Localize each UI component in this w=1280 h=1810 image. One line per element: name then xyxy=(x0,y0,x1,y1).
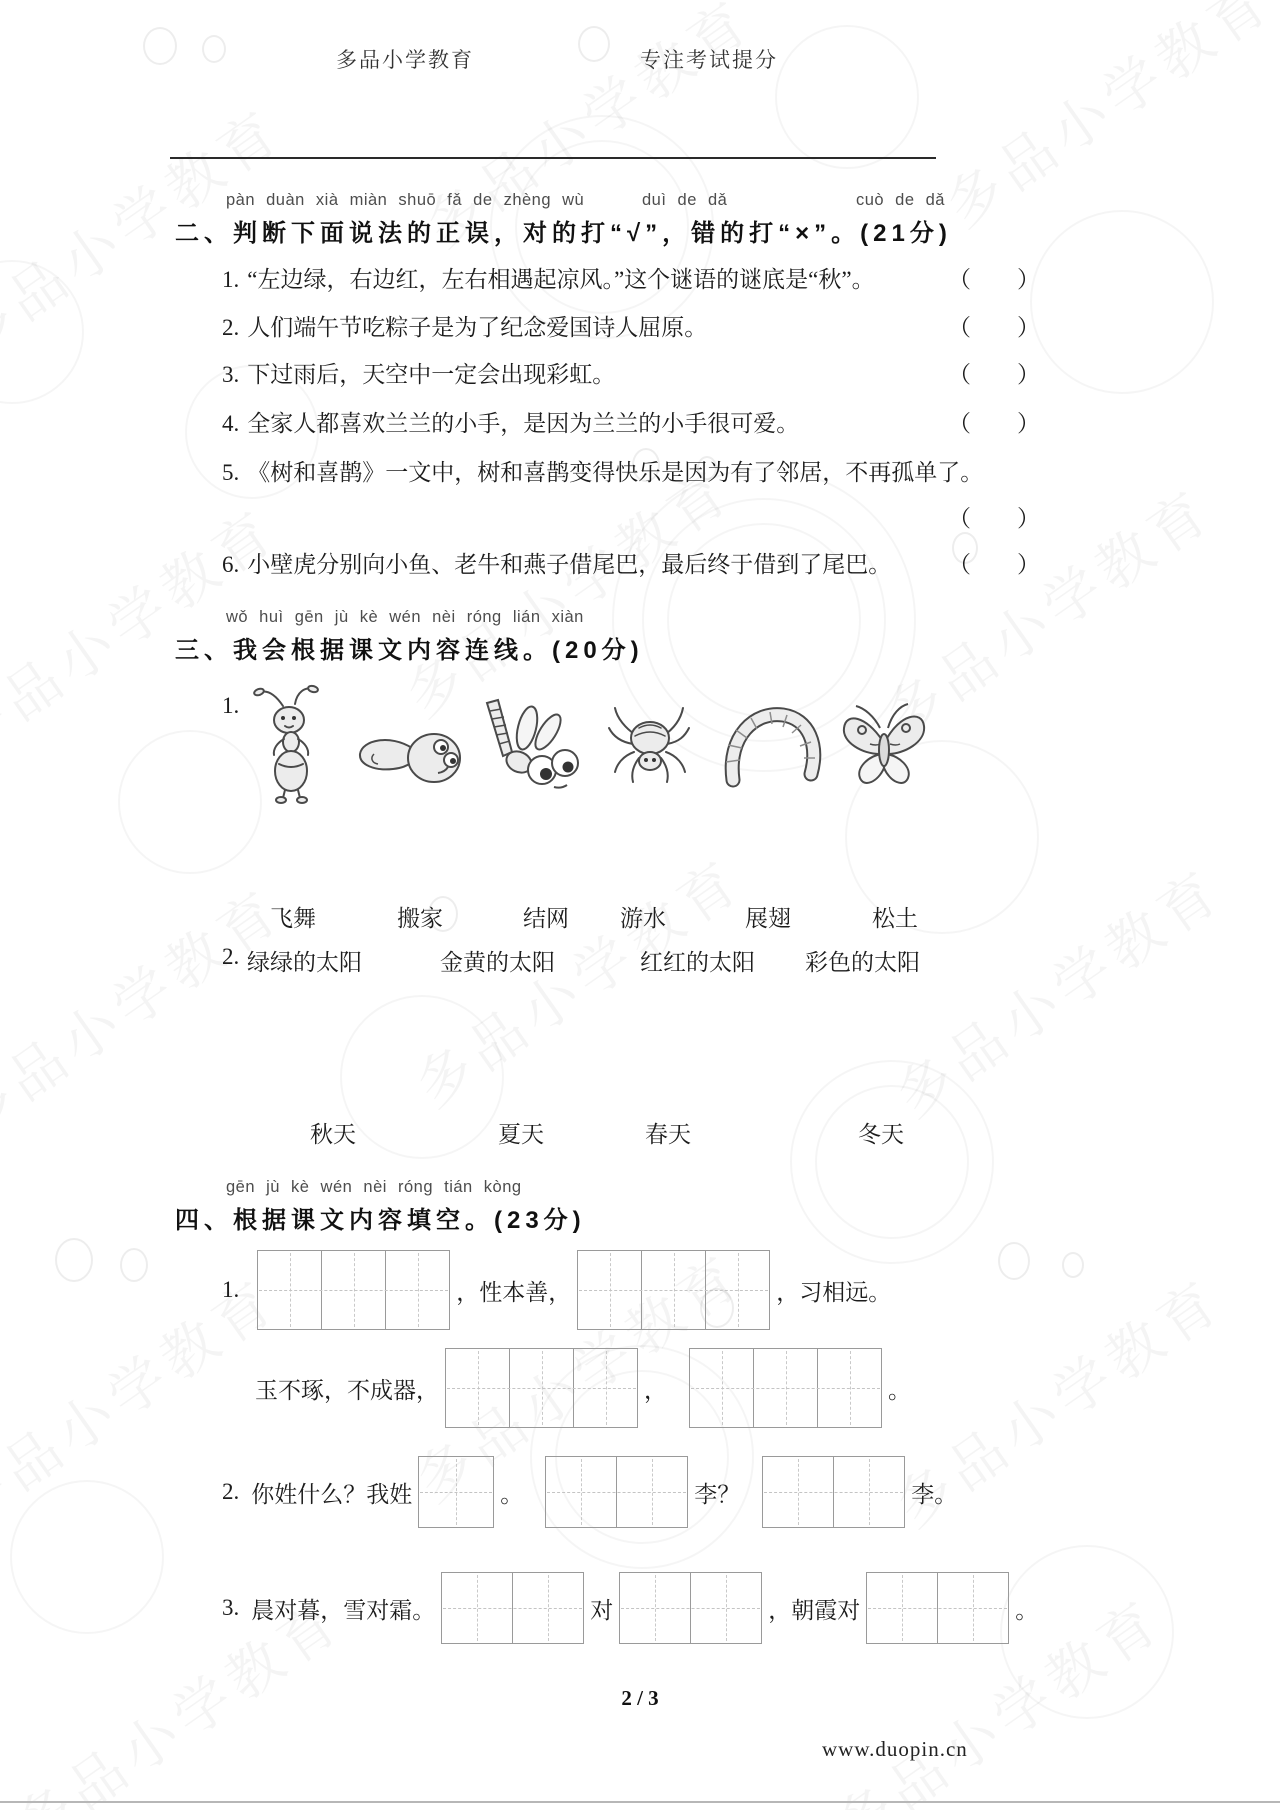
fill-text: ， xyxy=(644,1377,667,1403)
watermark-text xyxy=(397,837,757,1123)
section2-pinyin-main: pàn duàn xià miàn shuō fǎ de zhèng wù xyxy=(226,191,585,209)
question-text: 《树和喜鹊》一文中，树和喜鹊变得快乐是因为有了邻居，不再孤单了。 xyxy=(247,460,984,485)
writing-grid xyxy=(445,1348,638,1428)
fill-row xyxy=(255,1348,911,1428)
writing-grid xyxy=(619,1572,762,1644)
circle-mark xyxy=(998,1242,1030,1280)
writing-grid xyxy=(418,1456,494,1528)
sun-phrase: 红红的太阳 xyxy=(640,950,755,975)
page-number: 2 / 3 xyxy=(621,1686,659,1710)
fill-text: 你姓什么？我姓 xyxy=(251,1481,413,1507)
section4-pinyin: gēn jù kè wén nèi róng tián kòng xyxy=(226,1178,522,1196)
site-url: www.duopin.cn xyxy=(822,1737,968,1761)
watermark-ring xyxy=(815,1085,969,1239)
question-number: 1. xyxy=(222,267,240,292)
circle-mark xyxy=(55,1238,93,1282)
season-word: 春天 xyxy=(645,1122,691,1147)
section2-pinyin-cuo: cuò de dǎ xyxy=(856,191,945,209)
writing-grid xyxy=(689,1348,882,1428)
watermark-ring xyxy=(0,260,84,404)
earthworm-image xyxy=(720,700,824,792)
writing-grid xyxy=(545,1456,688,1528)
question-number: 3. xyxy=(222,362,240,387)
ant-image xyxy=(252,684,330,806)
question-number: 5. xyxy=(222,460,240,485)
spider-image xyxy=(606,700,694,792)
watermark-ring xyxy=(10,1480,164,1634)
writing-grid xyxy=(762,1456,905,1528)
fill-text: ，性本善， xyxy=(456,1279,572,1305)
section2-title: 二、判断下面说法的正误，对的打“√”，错的打“×”。(21分) xyxy=(175,220,952,247)
sun-phrase: 绿绿的太阳 xyxy=(247,950,362,975)
fill-text: 。 xyxy=(888,1377,911,1403)
circle-mark xyxy=(120,1248,148,1282)
header-divider xyxy=(170,157,936,159)
dragonfly-image xyxy=(475,698,583,800)
question-text: “左边绿，右边红，左右相遇起凉风。”这个谜语的谜底是“秋”。 xyxy=(247,267,875,292)
question-row xyxy=(222,261,875,294)
item1-number: 1. xyxy=(222,693,240,718)
question-number: 4. xyxy=(222,411,240,436)
fill-text: 晨对暮，雪对霜。 xyxy=(251,1597,436,1623)
action-word: 展翅 xyxy=(745,906,791,931)
question-row xyxy=(222,309,707,342)
season-word: 冬天 xyxy=(858,1122,904,1147)
question-number: 1. xyxy=(222,1277,240,1302)
watermark-text xyxy=(877,847,1237,1133)
writing-grid xyxy=(866,1572,1009,1644)
watermark-ring xyxy=(1030,210,1214,394)
watermark-ring xyxy=(118,730,262,874)
bottom-divider xyxy=(0,1801,1280,1803)
action-word: 松土 xyxy=(872,906,918,931)
watermark-ring xyxy=(790,1060,994,1264)
section4-title: 四、根据课文内容填空。(23分) xyxy=(175,1207,586,1234)
circle-mark xyxy=(202,35,226,63)
answer-parentheses: （ ） xyxy=(948,552,1040,577)
question-number: 6. xyxy=(222,552,240,577)
section2-pinyin-dui: duì de dǎ xyxy=(642,191,728,209)
writing-grid xyxy=(257,1250,450,1330)
question-number: 2. xyxy=(222,1479,240,1504)
circle-mark xyxy=(143,27,177,65)
section3-title: 三、我会根据课文内容连线。(20分) xyxy=(175,637,644,664)
watermark-ring xyxy=(340,995,504,1159)
fill-text: 。 xyxy=(1015,1597,1039,1623)
fill-text: ，习相远。 xyxy=(776,1279,892,1305)
header-right-slogan: 专注考试提分 xyxy=(640,48,778,72)
fill-text: 李。 xyxy=(911,1481,958,1507)
section3-pinyin: wǒ huì gēn jù kè wén nèi róng lián xiàn xyxy=(226,608,584,626)
circle-mark xyxy=(578,26,610,62)
fill-text: 。 xyxy=(500,1481,524,1507)
header-left-brand: 多品小学教育 xyxy=(336,48,474,72)
fill-row xyxy=(222,1250,891,1330)
fill-row xyxy=(222,1572,1038,1644)
action-word: 游水 xyxy=(620,906,666,931)
answer-parentheses: （ ） xyxy=(948,506,1040,531)
action-word: 结网 xyxy=(523,906,569,931)
question-text: 全家人都喜欢兰兰的小手，是因为兰兰的小手很可爱。 xyxy=(247,411,800,436)
fill-text: 玉不琢，不成器， xyxy=(255,1377,439,1403)
question-number: 3. xyxy=(222,1595,240,1620)
tadpole-image xyxy=(352,718,464,794)
question-text: 小壁虎分别向小鱼、老牛和燕子借尾巴，最后终于借到了尾巴。 xyxy=(247,552,892,577)
season-word: 秋天 xyxy=(310,1122,356,1147)
question-row xyxy=(222,405,799,438)
season-word: 夏天 xyxy=(498,1122,544,1147)
writing-grid xyxy=(441,1572,584,1644)
question-row xyxy=(222,356,615,389)
sun-phrase: 金黄的太阳 xyxy=(440,950,555,975)
fill-text: 对 xyxy=(590,1597,614,1623)
watermark-text xyxy=(0,867,297,1153)
sun-phrase: 彩色的太阳 xyxy=(805,950,920,975)
question-text: 下过雨后，天空中一定会出现彩虹。 xyxy=(247,362,616,387)
answer-parentheses: （ ） xyxy=(948,267,1040,292)
circle-mark xyxy=(1062,1252,1084,1278)
question-text: 人们端午节吃粽子是为了纪念爱国诗人屈原。 xyxy=(247,315,708,340)
answer-parentheses: （ ） xyxy=(948,315,1040,340)
fill-text: 李？ xyxy=(694,1481,741,1507)
question-row xyxy=(222,454,983,487)
fill-text: ，朝霞对 xyxy=(768,1597,861,1623)
butterfly-image xyxy=(838,696,930,796)
question-row xyxy=(222,546,891,579)
writing-grid xyxy=(577,1250,770,1330)
question-number: 2. xyxy=(222,315,240,340)
answer-parentheses: （ ） xyxy=(948,362,1040,387)
watermark-text xyxy=(927,0,1280,243)
action-word: 搬家 xyxy=(397,906,443,931)
item2-number: 2. xyxy=(222,944,240,969)
action-word: 飞舞 xyxy=(270,906,316,931)
watermark-ring xyxy=(775,25,919,169)
fill-row xyxy=(222,1456,957,1528)
watermark-text xyxy=(387,447,747,733)
answer-parentheses: （ ） xyxy=(948,411,1040,436)
